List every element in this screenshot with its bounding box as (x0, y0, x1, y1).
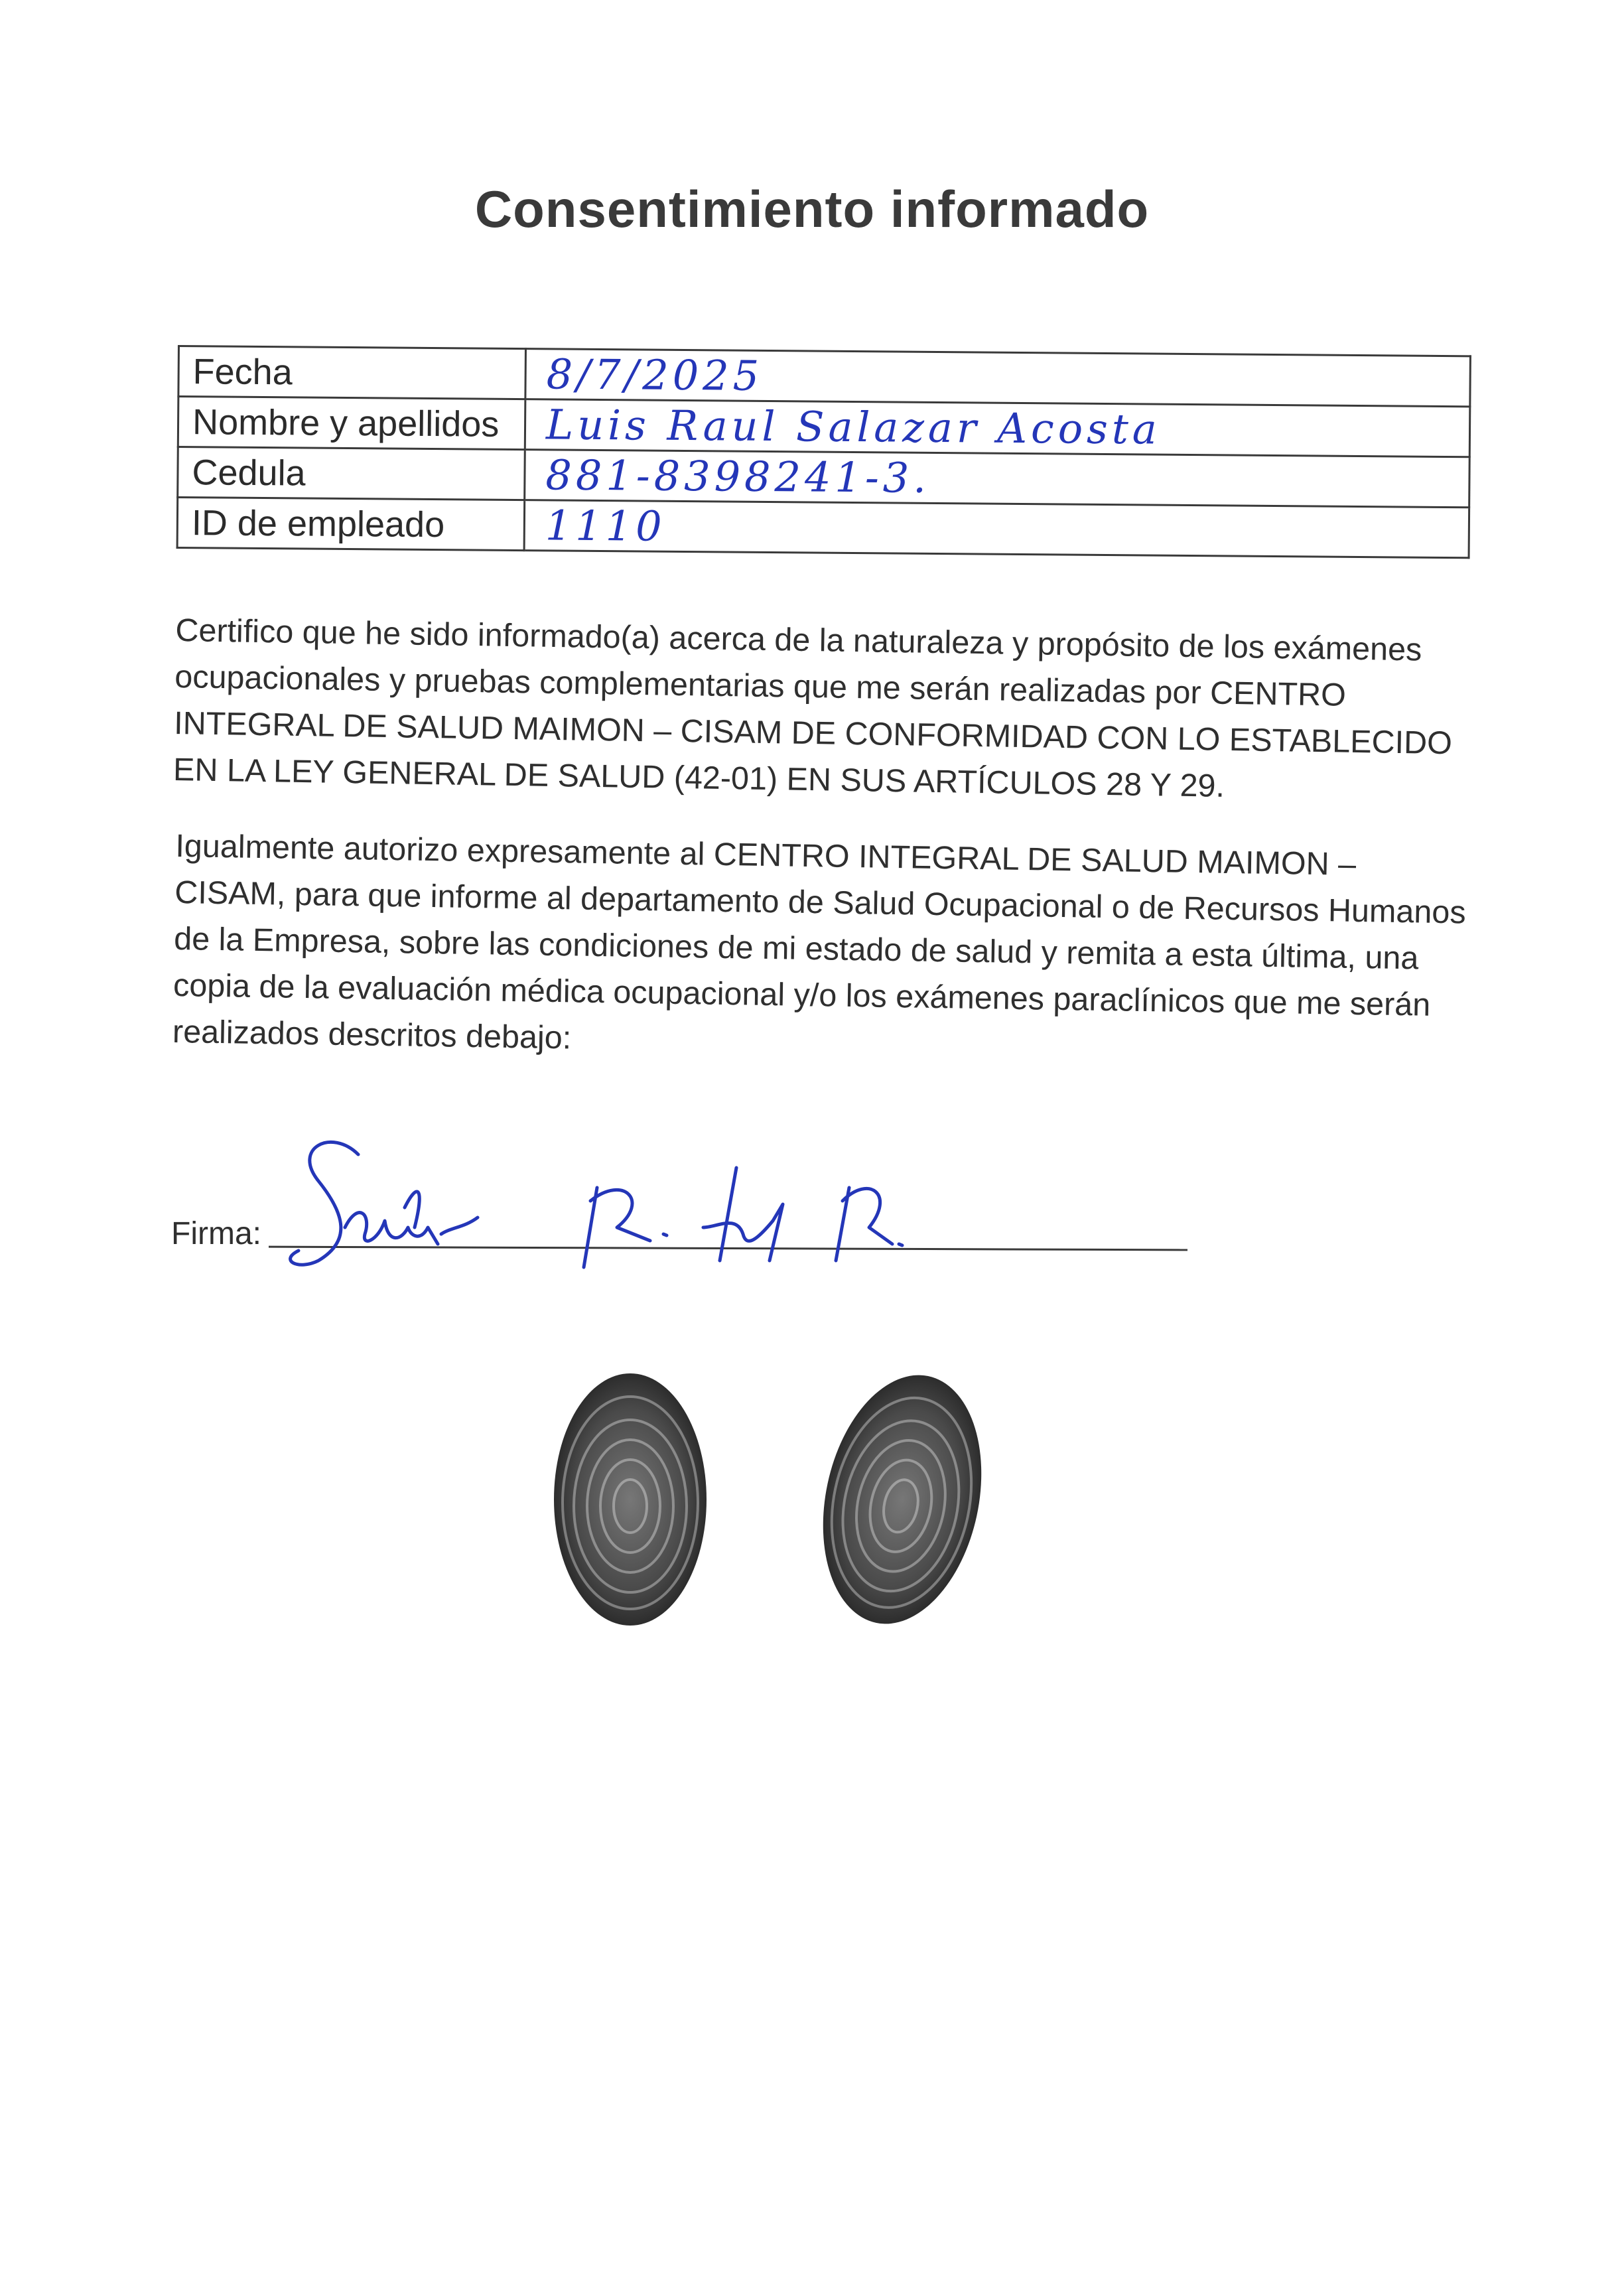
consent-paragraph-1: Certifico que he sido informado(a) acerca de la naturaleza y propósito de los exámenes ocupacionales y pruebas complementarias que me serán realizadas por CENTRO INTEGRAL DE SALUD MAIMON – CISAM DE CONFORMIDAD CON LO ESTABLECIDO EN LA LEY GENERAL DE SALUD (42-01) EN SUS ARTÍCULOS 28 Y 29. (172, 612, 1453, 804)
fingerprint-right (801, 1367, 1003, 1639)
nombre-label: Nombre y apellidos (178, 397, 525, 450)
fecha-value: 8/7/2025 (525, 349, 1471, 407)
cedula-value: 881-8398241-3. (525, 450, 1470, 508)
fingerprint-left (554, 1373, 707, 1626)
signature (279, 1128, 942, 1281)
cedula-label: Cedula (178, 447, 525, 500)
nombre-value: Luis Raul Salazar Acosta (525, 399, 1470, 457)
id-empleado-label: ID de empleado (177, 498, 525, 551)
table-row (177, 498, 1469, 558)
page-title: Consentimiento informado (474, 180, 1150, 238)
id-empleado-value: 1110 (524, 500, 1469, 558)
firma-label: Firma: (171, 1216, 261, 1251)
fecha-label: Fecha (178, 346, 526, 399)
consent-paragraph-2: Igualmente autorizo expresamente al CENTRO INTEGRAL DE SALUD MAIMON – CISAM, para que informe al departamento de Salud Ocupacional o de Recursos Humanos de la Empresa, sobre las condiciones de mi estado de salud y remita a esta última, una copia de la evaluación médica ocupacional y/o los exámenes paraclínicos que me serán realizados descritos debajo: (172, 827, 1467, 1056)
fingerprints (531, 1367, 1061, 1652)
info-table (176, 345, 1471, 559)
